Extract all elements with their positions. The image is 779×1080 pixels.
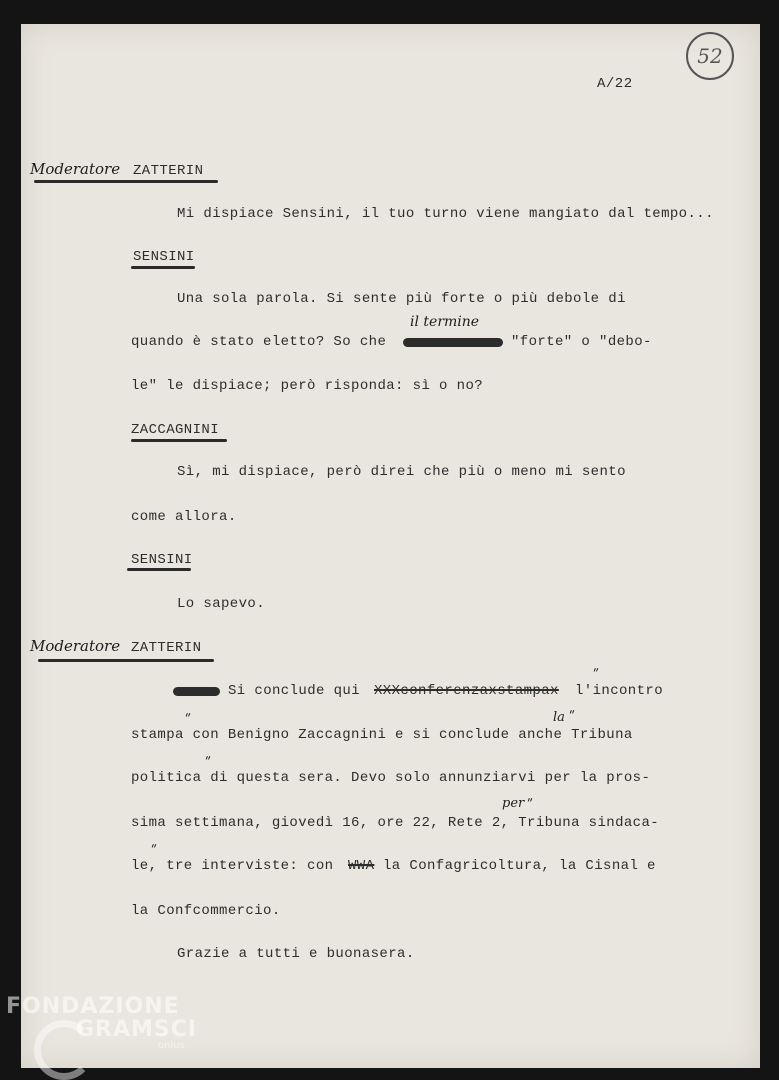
dialogue-line: politica di questa sera. Devo solo annunziarvi per la pros- [131,770,651,786]
handwritten-insertion: il termine [410,314,480,330]
dialogue-line: la Confcommercio. [131,903,281,919]
dialogue-line: le" le dispiace; però risponda: sì o no? [131,378,484,394]
dialogue-line: Sì, mi dispiace, però direi che più o meno mi sento [177,464,626,480]
speaker-zatterin: ZATTERIN [131,640,202,656]
handwritten-quote-mark: ʺ [527,798,533,813]
watermark-line: GRAMSCI [76,1017,198,1042]
watermark-line: FONDAZIONE [6,994,180,1019]
speaker-sensini: SENSINI [131,552,193,568]
dialogue-line: come allora. [131,509,237,525]
dialogue-line: Si conclude qui [228,683,361,699]
dialogue-line: "forte" o "debo- [511,334,652,350]
handwritten-role-label: Moderatore [30,637,121,655]
redaction-mark [173,687,220,696]
handwritten-insertion: per [502,796,525,811]
struck-text: XXXconferenzaxstampax [374,683,559,699]
speaker-sensini: SENSINI [133,249,195,265]
handwritten-quote-mark: ʺ [151,844,157,859]
handwritten-quote-mark: ʺ [185,713,191,728]
speaker-underline [38,659,214,662]
speaker-underline [131,266,195,269]
dialogue-line: la Confagricoltura, la Cisnal e [383,858,656,874]
struck-text: WWA [348,858,375,874]
dialogue-line: sima settimana, giovedì 16, ore 22, Rete 2, Tribuna sindaca- [131,815,660,831]
dialogue-line: Lo sapevo. [177,596,266,612]
page-code: A/22 [597,76,633,92]
dialogue-line: Una sola parola. Si sente più forte o più debole di [177,291,626,307]
handwritten-quote-mark: ʺ [593,668,599,683]
dialogue-line: Grazie a tutti e buonasera. [177,946,415,962]
handwritten-page-number: 52 [686,32,734,80]
dialogue-line: quando è stato eletto? So che [131,334,387,350]
handwritten-quote-mark: ʺ [205,756,211,771]
redaction-mark [403,338,503,347]
speaker-zatterin: ZATTERIN [133,163,204,179]
speaker-zaccagnini: ZACCAGNINI [131,422,220,438]
fondazione-gramsci-watermark [6,994,206,1051]
dialogue-line: l'incontro [575,683,664,699]
dialogue-line: le, tre interviste: con [131,858,334,874]
dialogue-line: stampa con Benigno Zaccagnini e si conclude anche Tribuna [131,727,633,743]
speaker-underline [127,568,191,571]
speaker-underline [34,180,218,183]
handwritten-insertion: la ʺ [553,710,576,725]
speaker-underline [131,439,227,442]
watermark-g-logo-icon [34,1020,94,1080]
handwritten-role-label: Moderatore [30,160,121,178]
dialogue-line: Mi dispiace Sensini, il tuo turno viene mangiato dal tempo... [177,206,714,222]
watermark-line: onlus [158,1040,185,1051]
